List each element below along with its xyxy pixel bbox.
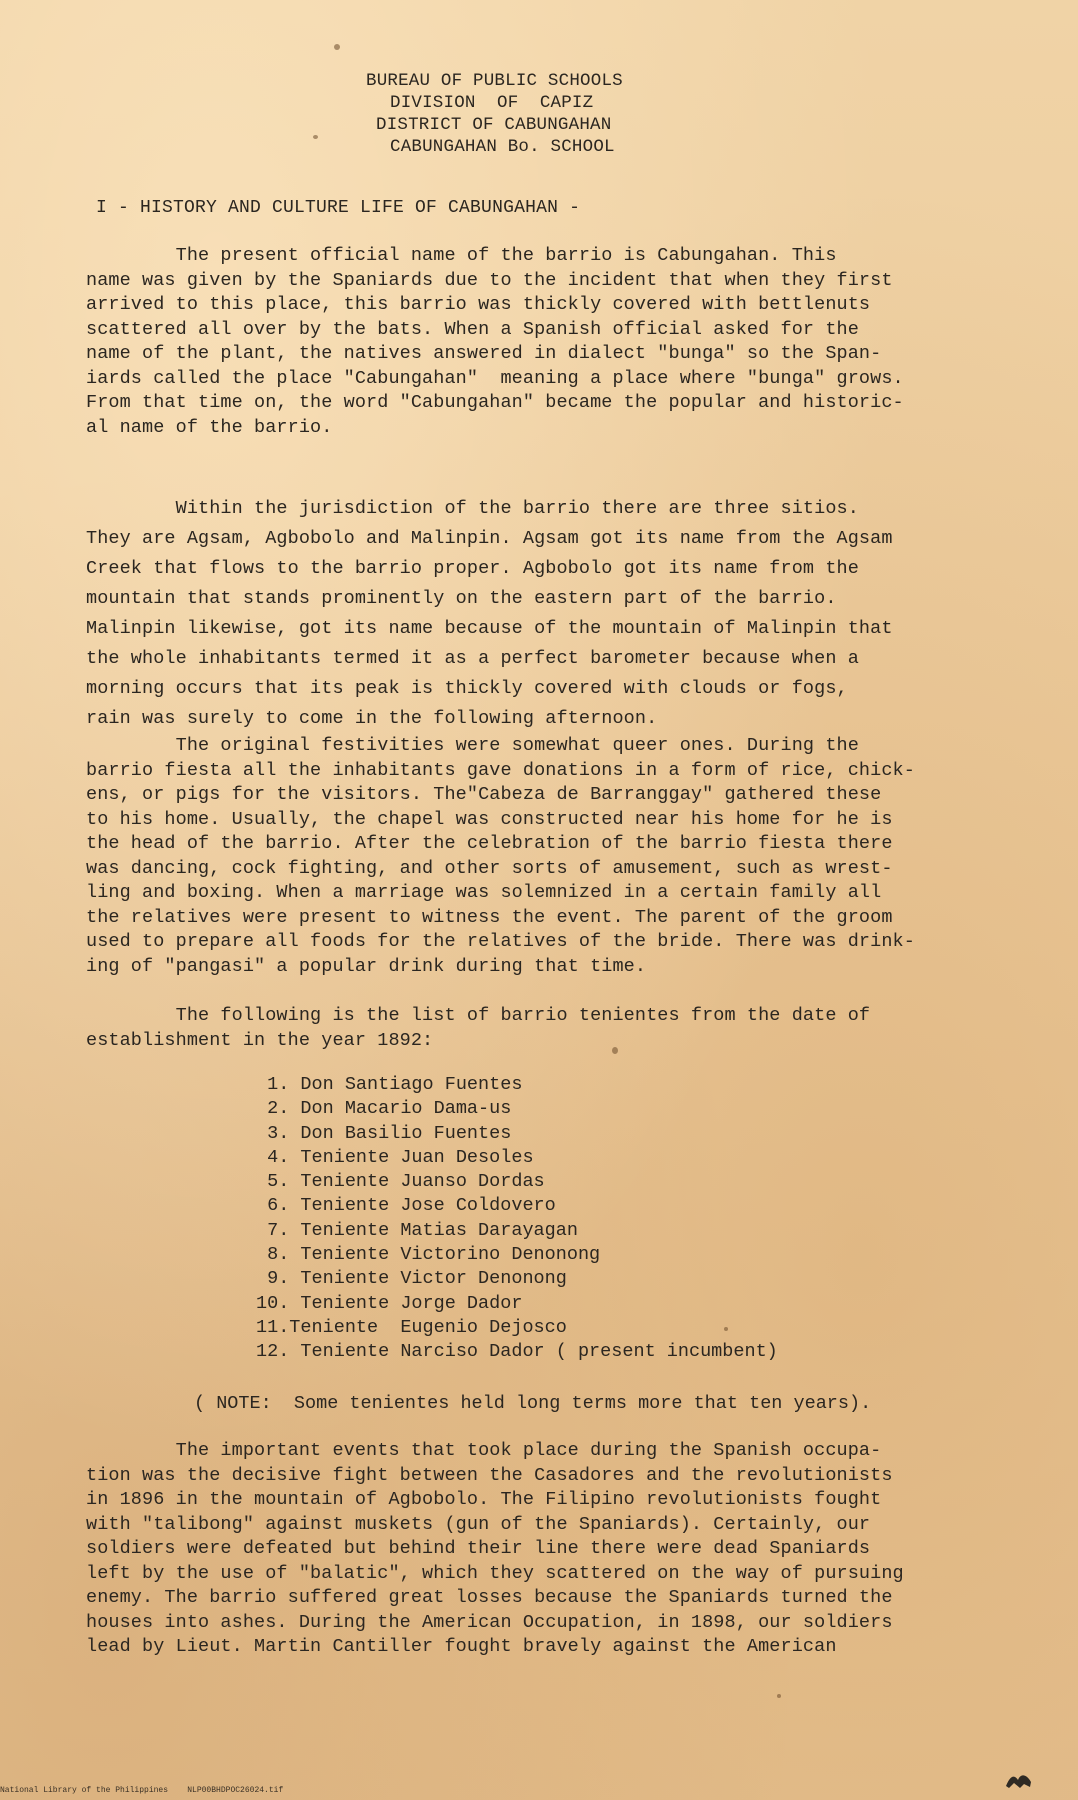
paragraph-line: to his home. Usually, the chapel was constructed near his home for he is [86, 808, 893, 830]
list-item: 5. Teniente Juanso Dordas [256, 1171, 545, 1193]
paragraph-line: ling and boxing. When a marriage was solemnized in a certain family all [86, 882, 882, 903]
section-title: I - HISTORY AND CULTURE LIFE OF CABUNGAHAN - [96, 198, 581, 218]
paragraph-festivities [86, 734, 1016, 979]
paper-speck [313, 135, 318, 139]
paragraph-line: From that time on, the word "Cabungahan" became the popular and historic- [86, 392, 904, 413]
paragraph-line: used to prepare all foods for the relatives of the bride. There was drink- [86, 931, 915, 952]
paragraph-line: scattered all over by the bats. When a Spanish official asked for the [86, 318, 859, 340]
paper-speck [724, 1327, 728, 1331]
library-stamp-icon [1004, 1772, 1034, 1790]
paragraph-line: enemy. The barrio suffered great losses because the Spaniards turned the [86, 1587, 893, 1608]
tenientes-list [256, 1073, 778, 1365]
letterhead-division: DIVISION OF CAPIZ [390, 93, 594, 113]
paragraph-line: the whole inhabitants termed it as a perfect barometer because when a [86, 648, 859, 669]
paragraph-line: morning occurs that its peak is thickly covered with clouds or fogs, [86, 678, 848, 699]
paragraph-line: lead by Lieut. Martin Cantiller fought bravely against the American [86, 1636, 837, 1657]
paragraph-line: the relatives were present to witness the event. The parent of the groom [86, 906, 893, 928]
paragraph-line: was dancing, cock fighting, and other sorts of amusement, such as wrest- [86, 857, 893, 879]
paragraph-line: The important events that took place during the Spanish occupa- [86, 1440, 882, 1461]
scan-footer: National Library of the Philippines NLP00BHDPOC26024.tif [0, 1786, 284, 1795]
paragraph-line: mountain that stands prominently on the eastern part of the barrio. [86, 588, 837, 609]
list-item: 10. Teniente Jorge Dador [256, 1292, 523, 1314]
list-item: 1. Don Santiago Fuentes [256, 1074, 523, 1095]
paragraph-line: name of the plant, the natives answered in dialect "bunga" so the Span- [86, 343, 882, 364]
paragraph-line: The following is the list of barrio tenientes from the date of [86, 1005, 871, 1026]
paragraph-line: al name of the barrio. [86, 416, 333, 438]
paragraph-line: left by the use of "balatic", which they scattered on the way of pursuing [86, 1562, 904, 1584]
list-item: 4. Teniente Juan Desoles [256, 1146, 534, 1168]
letterhead-district: DISTRICT OF CABUNGAHAN [376, 115, 612, 135]
paragraph-line: houses into ashes. During the American Occupation, in 1898, our soldiers [86, 1611, 893, 1633]
paragraph-line: The original festivities were somewhat queer ones. During the [86, 735, 859, 756]
note: ( NOTE: Some tenientes held long terms more that ten years). [194, 1393, 872, 1414]
list-item: 11.Teniente Eugenio Dejosco [256, 1316, 567, 1338]
paragraph-line: in 1896 in the mountain of Agbobolo. The Filipino revolutionists fought [86, 1489, 882, 1510]
paragraph-line: with "talibong" against muskets (gun of the Spaniards). Certainly, our [86, 1513, 871, 1535]
list-item: 8. Teniente Victorino Denonong [256, 1244, 601, 1266]
list-item: 12. Teniente Narciso Dador ( present incumbent) [256, 1341, 778, 1363]
paragraph-line: tion was the decisive fight between the Casadores and the revolutionists [86, 1464, 893, 1486]
letterhead-school: CABUNGAHAN Bo. SCHOOL [390, 137, 615, 157]
paragraph-line: barrio fiesta all the inhabitants gave donations in a form of rice, chick- [86, 759, 915, 781]
paragraph-line: arrived to this place, this barrio was thickly covered with bettlenuts [86, 294, 871, 315]
paragraph-line: name was given by the Spaniards due to the incident that when they first [86, 269, 893, 291]
list-item: 6. Teniente Jose Coldovero [256, 1195, 556, 1217]
paragraph-line: The present official name of the barrio is Cabungahan. This [86, 245, 837, 266]
paragraph-line: rain was surely to come in the following afternoon. [86, 708, 658, 729]
paragraph-line: ens, or pigs for the visitors. The"Cabeza de Barranggay" gathered these [86, 784, 882, 805]
paragraph-name-origin [86, 244, 1016, 440]
paper-speck [612, 1047, 618, 1054]
list-item: 3. Don Basilio Fuentes [256, 1122, 512, 1144]
paragraph-line: Malinpin likewise, got its name because of the mountain of Malinpin that [86, 618, 893, 639]
paragraph-line: the head of the barrio. After the celebration of the barrio fiesta there [86, 833, 893, 854]
list-item: 7. Teniente Matias Darayagan [256, 1219, 578, 1241]
paper-speck [777, 1694, 781, 1698]
paragraph-line: iards called the place "Cabungahan" meaning a place where "bunga" grows. [86, 367, 904, 389]
paragraph-line: establishment in the year 1892: [86, 1029, 434, 1051]
paragraph-line: ing of "pangasi" a popular drink during that time. [86, 955, 647, 977]
paragraph-line: Creek that flows to the barrio proper. Agbobolo got its name from the [86, 558, 859, 579]
paragraph-line: soldiers were defeated but behind their line there were dead Spaniards [86, 1538, 871, 1559]
paper-speck [334, 44, 340, 50]
paragraph-important-events [86, 1439, 1016, 1660]
list-item: 2. Don Macario Dama-us [256, 1098, 512, 1120]
paragraph-sitios [86, 494, 1016, 734]
list-item: 9. Teniente Victor Denonong [256, 1268, 567, 1290]
paragraph-tenientes-intro [86, 1004, 1016, 1053]
paragraph-line: They are Agsam, Agbobolo and Malinpin. Agsam got its name from the Agsam [86, 528, 893, 549]
paragraph-line: Within the jurisdiction of the barrio there are three sitios. [86, 498, 859, 519]
letterhead [0, 70, 1078, 158]
letterhead-bureau: BUREAU OF PUBLIC SCHOOLS [366, 71, 623, 91]
